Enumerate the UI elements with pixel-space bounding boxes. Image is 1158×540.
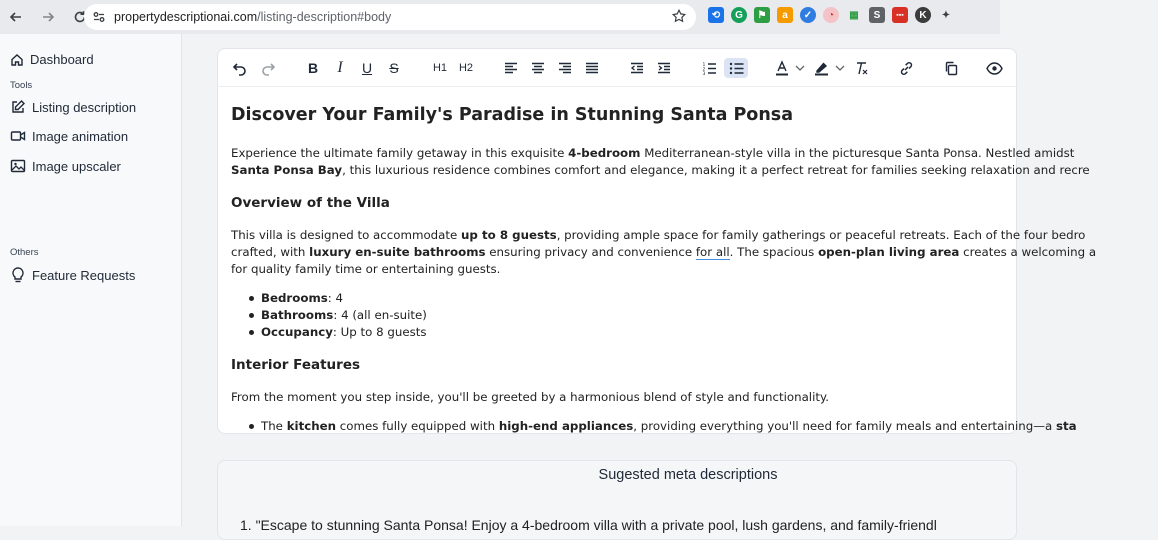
ordered-list-button[interactable] (700, 58, 718, 78)
editor-content[interactable] (231, 93, 1131, 435)
list-item: Occupancy: Up to 8 guests (231, 324, 1131, 341)
highlight-button[interactable] (812, 58, 830, 78)
undo-icon (232, 60, 248, 76)
spellcheck-suggestion[interactable]: for all (695, 245, 730, 259)
eye-icon (986, 62, 1003, 75)
forward-button[interactable] (36, 5, 60, 29)
chevron-down-icon (795, 65, 805, 71)
check-extension-icon[interactable]: ✓ (800, 7, 816, 23)
sidebar-item-label: Image upscaler (32, 158, 121, 174)
outdent-button[interactable] (628, 58, 646, 78)
align-left-button[interactable] (502, 58, 520, 78)
rich-text-editor (217, 48, 1097, 434)
text-color-icon (775, 61, 789, 76)
meta-panel-title: Sugested meta descriptions (598, 467, 778, 483)
ordered-list-icon (702, 62, 717, 75)
bold-button[interactable]: B (307, 60, 319, 76)
link-icon (899, 61, 914, 76)
editor-toolbar (218, 49, 1018, 87)
link-button[interactable] (897, 58, 915, 78)
site-settings-icon[interactable] (86, 4, 112, 30)
extension-icon[interactable]: ▪▪▪ (892, 7, 908, 23)
back-button[interactable] (4, 5, 28, 29)
copy-button[interactable] (942, 58, 960, 78)
heading-overview: Overview of the Villa (231, 195, 390, 211)
redo-button[interactable] (258, 58, 278, 78)
align-right-icon (558, 62, 572, 74)
redo-icon (260, 60, 276, 76)
browser-toolbar (0, 0, 1000, 34)
align-justify-button[interactable] (583, 58, 601, 78)
preview-button[interactable] (984, 58, 1004, 78)
clear-format-icon (854, 61, 869, 76)
underline-button[interactable]: U (361, 60, 373, 76)
document-title: Discover Your Family's Paradise in Stunning Santa Ponsa (231, 105, 793, 125)
outdent-icon (630, 62, 644, 74)
bookmark-star-icon[interactable] (672, 9, 686, 28)
extension-icon[interactable]: ⚑ (754, 7, 770, 23)
svg-text:1: 1 (702, 62, 705, 68)
sidebar (0, 34, 182, 526)
edit-icon (10, 99, 26, 115)
meta-descriptions-panel (217, 460, 1017, 540)
sidebar-item-listing-description[interactable] (10, 99, 136, 115)
list-item: The kitchen comes fully equipped with high-end appliances, providing everything you'll need for family meals and entertaining—a sta (231, 418, 1131, 435)
text-color-button[interactable] (774, 58, 790, 78)
indent-icon (657, 62, 671, 74)
align-justify-icon (585, 62, 599, 74)
heading-interior: Interior Features (231, 357, 361, 373)
sidebar-section-others: Others (10, 247, 39, 258)
extension-icon[interactable]: ▦ (846, 7, 862, 23)
align-left-icon (504, 62, 518, 74)
sidebar-section-tools: Tools (10, 80, 33, 91)
extensions-puzzle-icon[interactable]: ✦ (938, 7, 954, 23)
grammarly-icon[interactable]: G (731, 7, 747, 23)
align-center-button[interactable] (529, 58, 547, 78)
sidebar-item-label: Dashboard (30, 52, 94, 67)
interior-paragraph: From the moment you step inside, you'll be greeted by a harmonious blend of style and functionality. (231, 390, 830, 404)
align-right-button[interactable] (556, 58, 574, 78)
sidebar-item-feature-requests[interactable] (10, 266, 135, 284)
extension-icon[interactable]: S (869, 7, 885, 23)
sidebar-item-image-upscaler[interactable] (10, 158, 121, 174)
svg-text:3: 3 (702, 71, 705, 77)
text-color-dropdown[interactable] (794, 58, 806, 78)
video-icon (10, 128, 26, 144)
interior-list (231, 418, 1131, 435)
chevron-down-icon (835, 65, 845, 71)
highlighter-icon (814, 61, 829, 76)
address-bar[interactable] (84, 4, 696, 30)
sidebar-item-label: Feature Requests (32, 267, 136, 283)
sidebar-item-image-animation[interactable] (10, 128, 128, 144)
home-icon (10, 53, 24, 67)
sidebar-item-label: Listing description (32, 99, 137, 115)
undo-button[interactable] (230, 58, 250, 78)
arrow-right-icon (41, 10, 55, 24)
align-center-icon (531, 62, 545, 74)
extension-icon[interactable]: ⟲ (708, 7, 724, 23)
list-item: Bathrooms: 4 (all en-suite) (231, 307, 1131, 324)
heading2-button[interactable]: H2 (458, 62, 474, 74)
url-text (114, 10, 391, 24)
url-path: /listing-description#body (257, 10, 392, 24)
copy-icon (944, 61, 959, 76)
bullet-list-icon (729, 62, 744, 75)
clear-format-button[interactable] (852, 58, 870, 78)
svg-text:2: 2 (702, 67, 705, 72)
extensions-bar (708, 7, 954, 23)
highlight-dropdown[interactable] (834, 58, 846, 78)
arrow-left-icon (9, 10, 23, 24)
italic-button[interactable]: I (337, 59, 343, 76)
amazon-icon[interactable]: a (777, 7, 793, 23)
bullet-list-button[interactable] (724, 58, 748, 78)
meta-description-item[interactable]: 1. "Escape to stunning Santa Ponsa! Enjoy a 4-bedroom villa with a private pool, lush gardens, and family-friendl (240, 517, 937, 533)
sidebar-item-dashboard[interactable] (10, 52, 94, 67)
villa-facts-list (231, 290, 1131, 341)
image-icon (10, 158, 26, 174)
intro-paragraph: Experience the ultimate family getaway in this exquisite 4-bedroom Mediterranean-style villa in the picturesque Santa Ponsa. Nestled amidst Santa Ponsa Bay, this luxurious residence combines comfort and elegance, making it a perfect retreat for families seeking relaxation and recre (231, 146, 1090, 177)
overview-paragraph: This villa is designed to accommodate up to 8 guests, providing ample space for family gatherings or peaceful retreats. Each of the four bedro crafted, with luxury en-suite bathrooms ensuring privacy and convenience for all. The spacious open-plan living area creates a welcoming a for quality family time or entertaining guests. (231, 228, 1097, 276)
indent-button[interactable] (655, 58, 673, 78)
profile-avatar-icon[interactable]: K (915, 7, 931, 23)
sidebar-item-label: Image animation (32, 128, 129, 144)
extension-icon[interactable]: ◔ (823, 7, 839, 23)
strikethrough-button[interactable]: S (389, 60, 399, 76)
list-item: Bedrooms: 4 (231, 290, 1131, 307)
heading1-button[interactable]: H1 (432, 62, 448, 74)
url-host: propertydescriptionai.com (114, 10, 258, 24)
lightbulb-icon (10, 266, 26, 284)
